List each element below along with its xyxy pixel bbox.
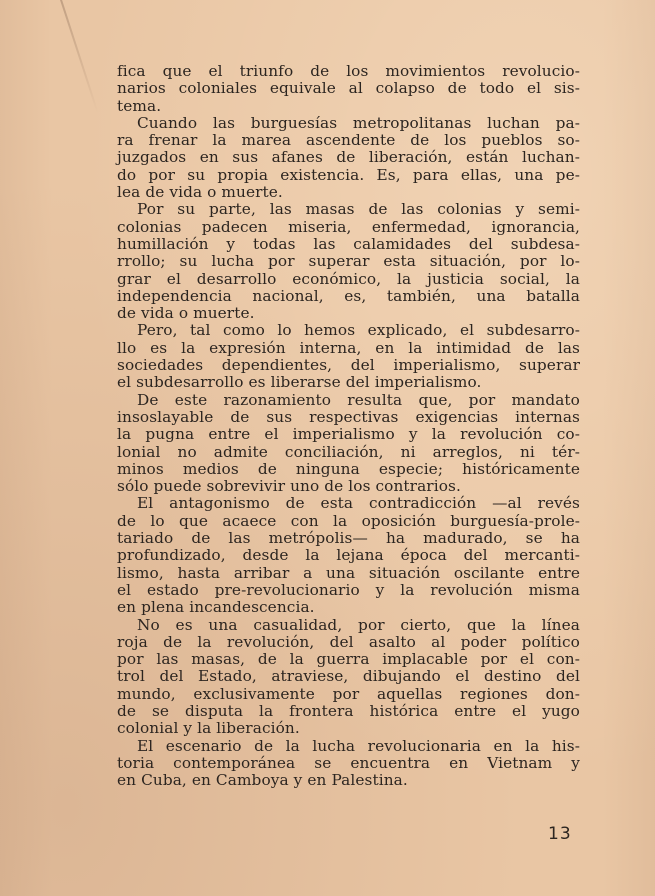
text-line: El escenario de la lucha revolucionaria en la his- [137, 736, 580, 755]
text-line: Por su parte, las masas de las colonias y semi- [137, 200, 580, 219]
paragraph [117, 115, 580, 201]
text-line: ra frenar la marea ascendente de los pueblos so- [117, 131, 580, 150]
text-line: juzgados en sus afanes de liberación, están luchan- [117, 148, 580, 167]
text-line: lea de vida o muerte. [117, 183, 283, 202]
text-line: El antagonismo de esta contradicción —al revés [137, 494, 580, 513]
paragraph [117, 322, 580, 391]
text-line: la pugna entre el imperialismo y la revolución co- [117, 425, 580, 444]
text-line: Pero, tal como lo hemos explicado, el subdesarro- [137, 321, 580, 340]
text-line: de lo que acaece con la oposición burguesía-prole- [117, 511, 580, 530]
text-line: Cuando las burguesías metropolitanas luchan pa- [137, 113, 580, 132]
text-line: lismo, hasta arribar a una situación oscilante entre [117, 563, 580, 582]
body-text [117, 63, 580, 789]
paragraph [117, 738, 580, 790]
text-line: colonias padecen miseria, enfermedad, ignorancia, [117, 217, 580, 236]
paragraph [117, 392, 580, 496]
text-line: en Cuba, en Camboya y en Palestina. [117, 771, 408, 790]
text-line: colonial y la liberación. [117, 719, 300, 738]
text-line: De este razonamiento resulta que, por mandato [137, 390, 580, 409]
text-line: el subdesarrollo es liberarse del imperialismo. [117, 373, 482, 392]
text-line: tariado de las metrópolis— ha madurado, se ha [117, 529, 580, 548]
text-line: fica que el triunfo de los movimientos revolucio- [117, 62, 580, 80]
text-line: do por su propia existencia. Es, para ellas, una pe- [117, 165, 580, 184]
page-fold-mark [60, 0, 99, 114]
text-line: insoslayable de sus respectivas exigencias internas [117, 407, 580, 426]
text-line: humillación y todas las calamidades del subdesa- [117, 234, 580, 253]
text-line: sólo puede sobrevivir uno de los contrarios. [117, 477, 461, 496]
text-line: mundo, exclusivamente por aquellas regiones don- [117, 684, 580, 703]
text-line: de vida o muerte. [117, 304, 255, 323]
text-line: profundizado, desde la lejana época del mercanti- [117, 546, 580, 565]
text-line: No es una casualidad, por cierto, que la línea [137, 615, 580, 634]
text-line: independencia nacional, es, también, una batalla [117, 286, 580, 305]
text-line: narios coloniales equivale al colapso de todo el sis- [117, 79, 580, 98]
text-line: grar el desarrollo económico, la justicia social, la [117, 269, 580, 288]
text-line: de se disputa la frontera histórica entre el yugo [117, 701, 580, 720]
text-line: lonial no admite conciliación, ni arreglos, ni tér- [117, 442, 580, 461]
paragraph [117, 495, 580, 616]
text-line: rrollo; su lucha por superar esta situación, por lo- [117, 252, 580, 271]
text-line: en plena incandescencia. [117, 598, 315, 617]
text-line: toria contemporánea se encuentra en Vietnam y [117, 753, 580, 772]
paragraph [117, 617, 580, 738]
text-line: roja de la revolución, del asalto al poder político [117, 632, 580, 651]
text-line: sociedades dependientes, del imperialismo, superar [117, 356, 580, 375]
paragraph [117, 63, 580, 115]
text-line: el estado pre-revolucionario y la revolución misma [117, 580, 580, 599]
text-line: minos medios de ninguna especie; históricamente [117, 459, 580, 478]
text-line: trol del Estado, atraviese, dibujando el destino del [117, 667, 580, 686]
text-line: tema. [117, 96, 162, 115]
page-number: 13 [548, 824, 572, 844]
paragraph [117, 201, 580, 322]
text-line: por las masas, de la guerra implacable por el con- [117, 650, 580, 669]
text-line: llo es la expresión interna, en la intimidad de las [117, 338, 580, 357]
